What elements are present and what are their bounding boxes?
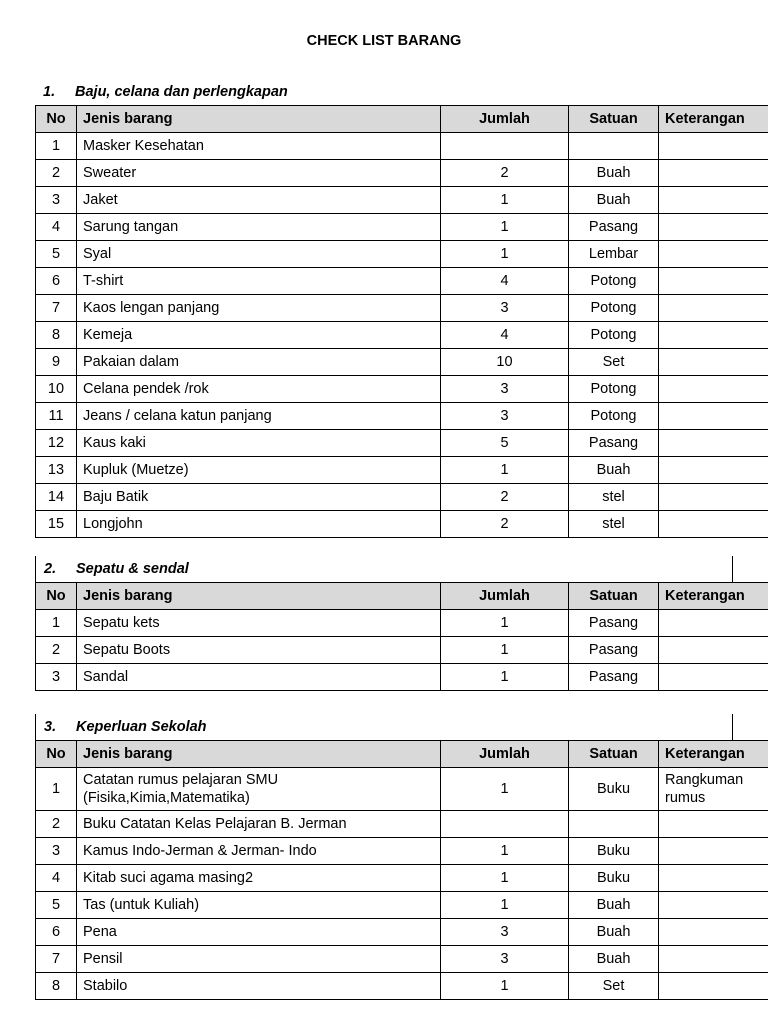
cell-jumlah — [441, 133, 569, 160]
cell-no: 8 — [36, 322, 77, 349]
table-row — [36, 133, 768, 160]
cell-jumlah: 1 — [441, 610, 569, 637]
cell-keterangan — [659, 973, 768, 1000]
section-name: Keperluan Sekolah — [76, 719, 207, 735]
cell-jenis: Sarung tangan — [77, 214, 441, 241]
cell-keterangan — [659, 664, 768, 691]
cell-satuan: Buah — [569, 160, 659, 187]
cell-jenis: Tas (untuk Kuliah) — [77, 892, 441, 919]
cell-jenis: Syal — [77, 241, 441, 268]
cell-jumlah: 4 — [441, 268, 569, 295]
cell-keterangan — [659, 637, 768, 664]
cell-keterangan — [659, 241, 768, 268]
cell-keterangan — [659, 133, 768, 160]
cell-keterangan — [659, 838, 768, 865]
cell-satuan: Buah — [569, 187, 659, 214]
cell-no: 7 — [36, 295, 77, 322]
cell-no: 5 — [36, 892, 77, 919]
column-header-jumlah: Jumlah — [441, 583, 569, 610]
cell-keterangan — [659, 457, 768, 484]
table-row — [36, 811, 768, 838]
cell-jumlah: 10 — [441, 349, 569, 376]
column-header-no: No — [36, 741, 77, 768]
cell-satuan: Buah — [569, 457, 659, 484]
cell-jenis: Sweater — [77, 160, 441, 187]
cell-satuan: Potong — [569, 376, 659, 403]
table-row — [36, 637, 768, 664]
cell-jumlah: 1 — [441, 214, 569, 241]
cell-satuan: Pasang — [569, 214, 659, 241]
cell-jumlah: 3 — [441, 403, 569, 430]
header-row — [36, 741, 768, 768]
cell-no: 4 — [36, 214, 77, 241]
cell-keterangan — [659, 322, 768, 349]
column-header-jenis: Jenis barang — [77, 741, 441, 768]
cell-no: 4 — [36, 865, 77, 892]
cell-jenis: Kaus kaki — [77, 430, 441, 457]
cell-jenis: Sandal — [77, 664, 441, 691]
table-row — [36, 214, 768, 241]
cell-satuan: Potong — [569, 403, 659, 430]
column-header-no: No — [36, 106, 77, 133]
cell-jumlah: 1 — [441, 892, 569, 919]
table-row — [36, 268, 768, 295]
cell-jumlah: 1 — [441, 768, 569, 811]
table-row — [36, 511, 768, 538]
cell-satuan: Pasang — [569, 430, 659, 457]
column-header-keterangan: Keterangan — [659, 106, 768, 133]
cell-satuan: Potong — [569, 295, 659, 322]
cell-jumlah: 1 — [441, 457, 569, 484]
section-school — [35, 714, 745, 1000]
cell-satuan: stel — [569, 511, 659, 538]
cell-keterangan — [659, 511, 768, 538]
table-row — [36, 768, 768, 811]
cell-no: 2 — [36, 811, 77, 838]
cell-satuan — [569, 133, 659, 160]
cell-keterangan — [659, 865, 768, 892]
cell-satuan: Buah — [569, 946, 659, 973]
column-header-jenis: Jenis barang — [77, 583, 441, 610]
table-row — [36, 973, 768, 1000]
section-number: 3. — [44, 719, 57, 735]
table-row — [36, 241, 768, 268]
cell-keterangan — [659, 349, 768, 376]
table-row — [36, 664, 768, 691]
cell-jumlah: 5 — [441, 430, 569, 457]
cell-jenis: Jaket — [77, 187, 441, 214]
table-row — [36, 160, 768, 187]
header-row — [36, 106, 768, 133]
cell-jenis: Pena — [77, 919, 441, 946]
checklist-table — [35, 740, 768, 1000]
cell-jenis: Kupluk (Muetze) — [77, 457, 441, 484]
cell-jumlah: 1 — [441, 187, 569, 214]
cell-satuan: Buku — [569, 768, 659, 811]
cell-no: 8 — [36, 973, 77, 1000]
cell-satuan: Pasang — [569, 664, 659, 691]
cell-jumlah: 3 — [441, 295, 569, 322]
cell-no: 10 — [36, 376, 77, 403]
cell-no: 15 — [36, 511, 77, 538]
cell-jenis: Pensil — [77, 946, 441, 973]
cell-jenis: Buku Catatan Kelas Pelajaran B. Jerman — [77, 811, 441, 838]
cell-no: 6 — [36, 268, 77, 295]
checklist-table — [35, 105, 768, 538]
cell-satuan: Buah — [569, 919, 659, 946]
table-row — [36, 610, 768, 637]
section-heading — [35, 556, 733, 582]
page-title: CHECK LIST BARANG — [306, 33, 462, 49]
cell-satuan: stel — [569, 484, 659, 511]
cell-no: 1 — [36, 768, 77, 811]
table-row — [36, 403, 768, 430]
section-number: 1. — [43, 84, 56, 100]
cell-satuan: Pasang — [569, 637, 659, 664]
cell-jenis: Baju Batik — [77, 484, 441, 511]
table-row — [36, 376, 768, 403]
cell-satuan: Buah — [569, 892, 659, 919]
cell-jumlah: 1 — [441, 241, 569, 268]
column-header-keterangan: Keterangan — [659, 741, 768, 768]
table-row — [36, 892, 768, 919]
column-header-no: No — [36, 583, 77, 610]
cell-keterangan — [659, 430, 768, 457]
cell-no: 9 — [36, 349, 77, 376]
cell-jenis: Kamus Indo-Jerman & Jerman- Indo — [77, 838, 441, 865]
cell-jumlah: 1 — [441, 637, 569, 664]
cell-no: 12 — [36, 430, 77, 457]
cell-jumlah: 2 — [441, 160, 569, 187]
table-row — [36, 946, 768, 973]
column-header-satuan: Satuan — [569, 583, 659, 610]
section-heading — [35, 79, 733, 105]
cell-keterangan — [659, 295, 768, 322]
cell-satuan: Potong — [569, 268, 659, 295]
cell-no: 1 — [36, 133, 77, 160]
cell-no: 6 — [36, 919, 77, 946]
table-row — [36, 484, 768, 511]
cell-keterangan — [659, 376, 768, 403]
cell-jenis: Kaos lengan panjang — [77, 295, 441, 322]
section-name: Sepatu & sendal — [76, 561, 189, 577]
table-row — [36, 838, 768, 865]
cell-satuan: Potong — [569, 322, 659, 349]
cell-keterangan — [659, 214, 768, 241]
cell-jumlah: 3 — [441, 919, 569, 946]
cell-jumlah: 4 — [441, 322, 569, 349]
table-row — [36, 187, 768, 214]
cell-no: 11 — [36, 403, 77, 430]
cell-satuan: Set — [569, 349, 659, 376]
column-header-satuan: Satuan — [569, 106, 659, 133]
cell-no: 3 — [36, 187, 77, 214]
cell-keterangan — [659, 403, 768, 430]
cell-jenis: Longjohn — [77, 511, 441, 538]
table-row — [36, 349, 768, 376]
cell-satuan: Buku — [569, 838, 659, 865]
column-header-jumlah: Jumlah — [441, 741, 569, 768]
header-row — [36, 583, 768, 610]
cell-jenis: Pakaian dalam — [77, 349, 441, 376]
cell-keterangan — [659, 610, 768, 637]
checklist-table — [35, 582, 768, 691]
cell-no: 1 — [36, 610, 77, 637]
column-header-keterangan: Keterangan — [659, 583, 768, 610]
cell-no: 14 — [36, 484, 77, 511]
cell-jumlah: 1 — [441, 838, 569, 865]
cell-satuan: Set — [569, 973, 659, 1000]
cell-satuan: Lembar — [569, 241, 659, 268]
column-header-jumlah: Jumlah — [441, 106, 569, 133]
cell-jenis: Sepatu kets — [77, 610, 441, 637]
cell-jenis: Catatan rumus pelajaran SMU (Fisika,Kimia,Matematika) — [77, 768, 441, 811]
cell-jumlah: 1 — [441, 973, 569, 1000]
cell-satuan: Buku — [569, 865, 659, 892]
section-name: Baju, celana dan perlengkapan — [75, 84, 288, 100]
cell-keterangan — [659, 919, 768, 946]
cell-keterangan — [659, 160, 768, 187]
cell-jenis: T-shirt — [77, 268, 441, 295]
cell-jenis: Stabilo — [77, 973, 441, 1000]
cell-jumlah — [441, 811, 569, 838]
cell-satuan: Pasang — [569, 610, 659, 637]
section-clothing — [35, 79, 745, 538]
cell-no: 5 — [36, 241, 77, 268]
cell-jenis: Masker Kesehatan — [77, 133, 441, 160]
cell-jenis: Sepatu Boots — [77, 637, 441, 664]
table-row — [36, 430, 768, 457]
cell-jenis: Celana pendek /rok — [77, 376, 441, 403]
cell-keterangan — [659, 187, 768, 214]
table-row — [36, 919, 768, 946]
cell-jenis: Kemeja — [77, 322, 441, 349]
cell-no: 2 — [36, 160, 77, 187]
table-row — [36, 457, 768, 484]
cell-jenis: Jeans / celana katun panjang — [77, 403, 441, 430]
cell-jumlah: 2 — [441, 511, 569, 538]
column-header-satuan: Satuan — [569, 741, 659, 768]
cell-no: 7 — [36, 946, 77, 973]
cell-no: 3 — [36, 838, 77, 865]
cell-jumlah: 3 — [441, 946, 569, 973]
cell-satuan — [569, 811, 659, 838]
table-row — [36, 322, 768, 349]
table-row — [36, 295, 768, 322]
section-number: 2. — [44, 561, 57, 577]
cell-keterangan — [659, 268, 768, 295]
cell-jumlah: 2 — [441, 484, 569, 511]
cell-no: 3 — [36, 664, 77, 691]
cell-keterangan: Rangkuman rumus — [659, 768, 768, 811]
table-row — [36, 865, 768, 892]
cell-jumlah: 1 — [441, 664, 569, 691]
cell-keterangan — [659, 946, 768, 973]
cell-keterangan — [659, 484, 768, 511]
section-shoes — [35, 556, 745, 691]
cell-keterangan — [659, 811, 768, 838]
cell-jumlah: 1 — [441, 865, 569, 892]
section-heading — [35, 714, 733, 740]
cell-no: 2 — [36, 637, 77, 664]
cell-keterangan — [659, 892, 768, 919]
cell-no: 13 — [36, 457, 77, 484]
cell-jenis: Kitab suci agama masing2 — [77, 865, 441, 892]
column-header-jenis: Jenis barang — [77, 106, 441, 133]
cell-jumlah: 3 — [441, 376, 569, 403]
